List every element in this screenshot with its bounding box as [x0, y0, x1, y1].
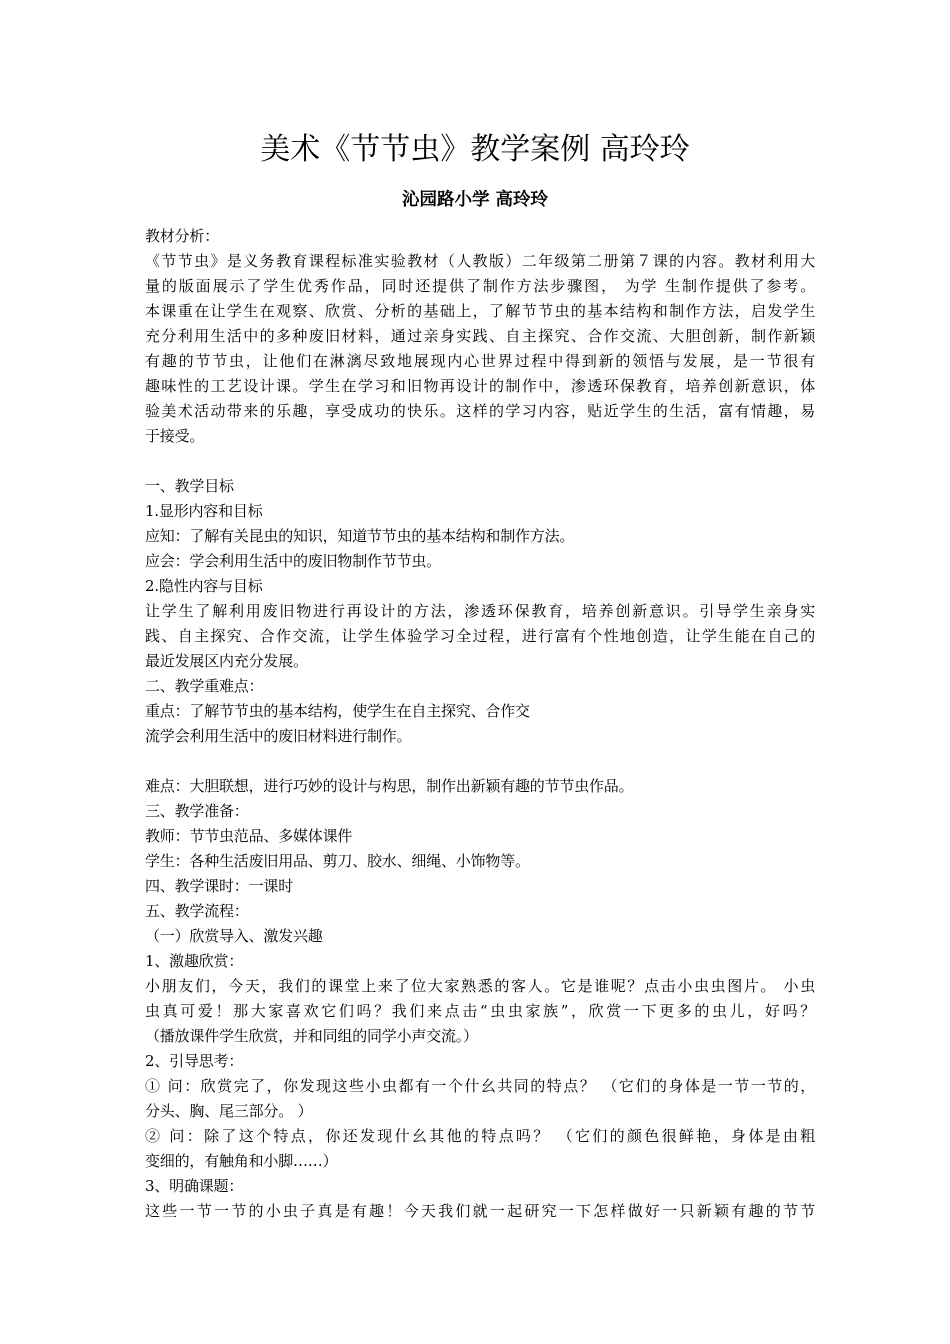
text-line: ① 问：欣赏完了，你发现这些小虫都有一个什幺共同的特点？ （它们的身体是一节一节的，: [145, 1077, 815, 1095]
text-line: 这些一节一节的小虫子真是有趣！今天我们就一起研究一下怎样做好一只新颖有趣的节节: [145, 1202, 815, 1220]
text-line: 二、教学重难点：: [145, 677, 264, 695]
text-line: 最近发展区内充分发展。: [145, 652, 308, 670]
text-line: 重点：了解节节虫的基本结构，使学生在自主探究、合作交: [145, 702, 530, 720]
document-body: [145, 224, 815, 1224]
text-line: 1、激趣欣赏：: [145, 952, 244, 970]
text-line: （播放课件学生欣赏，并和同组的同学小声交流。）: [145, 1027, 478, 1045]
text-line: 教师：节节虫范品、多媒体课件: [145, 827, 353, 845]
blank-line: [145, 449, 815, 474]
text-line: 2.隐性内容与目标: [145, 577, 263, 595]
text-line: 有趣的节节虫，让他们在淋漓尽致地展现内心世界过程中得到新的领悟与发展，是一节很有: [145, 352, 815, 370]
text-line: 教材分析：: [145, 227, 220, 245]
document-subtitle: 沁园路小学 高玲玲: [401, 190, 549, 210]
text-line: 本课重在让学生在观察、欣赏、分析的基础上，了解节节虫的基本结构和制作方法，启发学生: [145, 302, 815, 320]
text-line: ② 问：除了这个特点，你还发现什幺其他的特点吗？ （它们的颜色很鲜艳，身体是由粗: [145, 1127, 815, 1145]
text-line: 趣味性的工艺设计课。学生在学习和旧物再设计的制作中，渗透环保教育，培养创新意识，体: [145, 377, 815, 395]
text-line: 《节节虫》是义务教育课程标准实验教材（人教版）二年级第二册第７课的内容。教材利用大: [145, 252, 815, 270]
text-line: 量的版面展示了学生优秀作品，同时还提供了制作方法步骤图， 为学 生制作提供了参考。: [145, 277, 815, 295]
text-line: 2、引导思考：: [145, 1052, 244, 1070]
document-title: 美术《节节虫》教学案例 高玲玲: [260, 132, 690, 167]
text-line: 3、明确课题：: [145, 1177, 244, 1195]
text-line: 让学生了解利用废旧物进行再设计的方法，渗透环保教育，培养创新意识。引导学生亲身实: [145, 602, 815, 620]
blank-line: [145, 749, 815, 774]
text-line: 践、自主探究、合作交流，让学生体验学习全过程，进行富有个性地创造，让学生能在自己的: [145, 627, 815, 645]
text-line: 一、教学目标: [145, 477, 234, 495]
text-line: 学生：各种生活废旧用品、剪刀、胶水、细绳、小饰物等。: [145, 852, 530, 870]
text-line: 充分利用生活中的多种废旧材料，通过亲身实践、自主探究、合作交流、大胆创新，制作新颖: [145, 327, 815, 345]
text-line: 应会：学会利用生活中的废旧物制作节节虫。: [145, 552, 442, 570]
text-line: 于接受。: [145, 427, 205, 445]
text-line: （一）欣赏导入、激发兴趣: [145, 927, 323, 945]
text-line: 三、教学准备：: [145, 802, 249, 820]
text-line: 验美术活动带来的乐趣，享受成功的快乐。这样的学习内容，贴近学生的生活，富有情趣，易: [145, 402, 815, 420]
text-line: 应知：了解有关昆虫的知识，知道节节虫的基本结构和制作方法。: [145, 527, 575, 545]
text-line: 虫真可爱！那大家喜欢它们吗？我们来点击“虫虫家族”，欣赏一下更多的虫儿，好吗？: [145, 1002, 815, 1020]
text-line: 分头、胸、尾三部分。 ）: [145, 1102, 313, 1120]
text-line: 难点：大胆联想，进行巧妙的设计与构思，制作出新颖有趣的节节虫作品。: [145, 777, 634, 795]
text-line: 变细的，有触角和小脚……）: [145, 1152, 338, 1170]
text-line: 五、教学流程：: [145, 902, 249, 920]
text-line: 四、教学课时：一课时: [145, 877, 294, 895]
text-line: 小朋友们，今天，我们的课堂上来了位大家熟悉的客人。它是谁呢？点击小虫虫图片。 小虫: [145, 977, 815, 995]
text-line: 流学会利用生活中的废旧材料进行制作。: [145, 727, 412, 745]
text-line: 1.显形内容和目标: [145, 502, 263, 520]
